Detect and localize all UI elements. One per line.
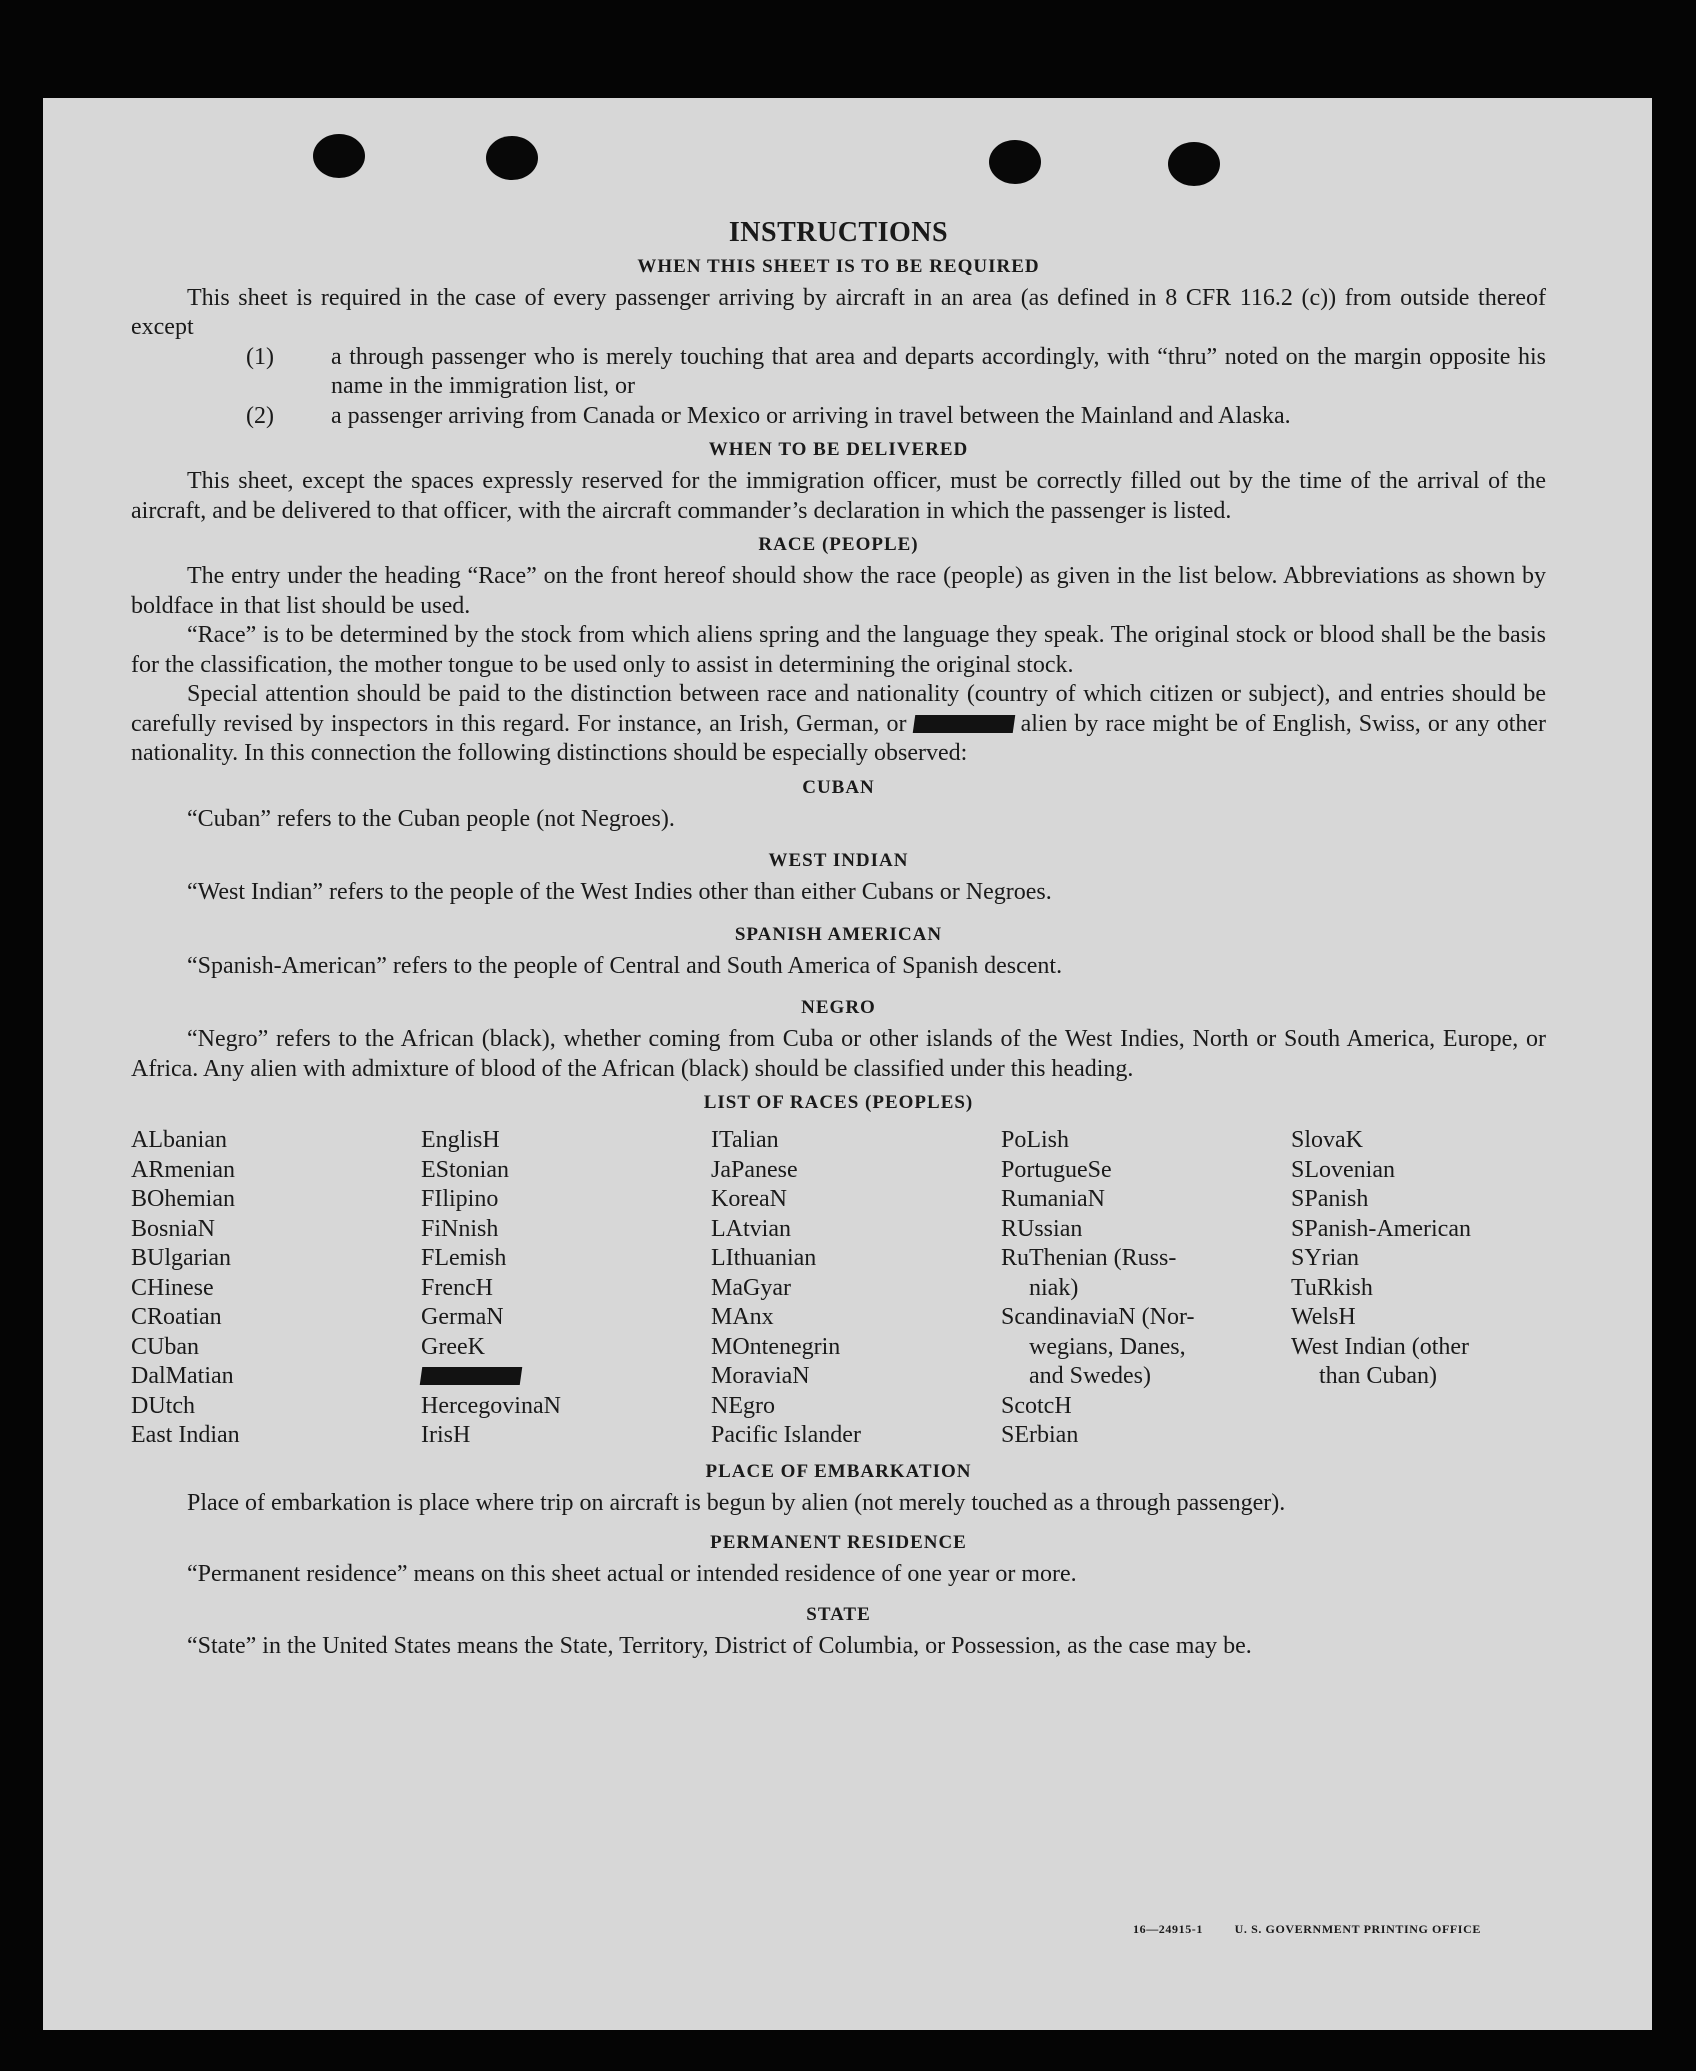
race-entry: MoraviaN <box>711 1363 810 1389</box>
state-text: “State” in the United States means the State, Territory, District of Columbia, or Possession, as the case may be. <box>187 1632 1252 1659</box>
race-entry: RumaniaN <box>1001 1186 1105 1212</box>
race-entry: GermaN <box>421 1304 504 1330</box>
exception-text: a passenger arriving from Canada or Mexico or arriving in travel between the Mainland and Alaska. <box>331 402 1291 429</box>
section-heading-delivered: WHEN TO BE DELIVERED <box>708 439 969 460</box>
race-entry: RuThenian (Russ- <box>1001 1245 1177 1271</box>
punch-hole <box>486 136 538 180</box>
section-heading-west-indian: WEST INDIAN <box>768 850 909 871</box>
race-entry: SYrian <box>1291 1245 1359 1271</box>
punch-hole <box>989 140 1041 184</box>
race-entry: WelsH <box>1291 1304 1356 1330</box>
punch-hole <box>1168 142 1220 186</box>
race-entry: CRoatian <box>131 1304 222 1330</box>
race-entry-continued: and Swedes) <box>1029 1363 1151 1389</box>
race-entry: EnglisH <box>421 1127 500 1153</box>
race-paragraph-3-b: alien by race might be of English, Swiss, or any other nationality. In this connection the following distinctions should be especially observed: <box>131 710 1547 766</box>
print-imprint <box>1133 1922 1481 1937</box>
document-sheet <box>43 98 1652 2030</box>
race-entry: IrisH <box>421 1422 471 1448</box>
race-entry-redacted <box>421 1362 661 1392</box>
section-heading-races-list: LIST OF RACES (PEOPLES) <box>703 1092 974 1113</box>
race-entry: KoreaN <box>711 1186 787 1212</box>
race-entry: West Indian (other <box>1291 1333 1470 1360</box>
race-entry: TuRkish <box>1291 1274 1373 1301</box>
section-heading-residence: PERMANENT RESIDENCE <box>710 1532 967 1553</box>
redaction-mark <box>912 715 1015 733</box>
section-heading-negro: NEGRO <box>801 997 876 1018</box>
race-entry: FiNnish <box>421 1215 499 1242</box>
race-entry: MAnx <box>711 1304 774 1330</box>
race-entry: SPanish-American <box>1291 1215 1471 1242</box>
race-paragraph-2: “Race” is to be determined by the stock from which aliens spring and the language they speak. The original stock or blood shall be the basis for the classification, the mother tongue to be used only to assist in determining the original stock. <box>131 622 1546 678</box>
race-entry: MaGyar <box>711 1274 791 1301</box>
race-entry-continued: wegians, Danes, <box>1029 1333 1186 1360</box>
race-entry: EStonian <box>421 1156 509 1183</box>
races-column-1 <box>131 1126 371 1451</box>
form-number: 16—24915-1 <box>1133 1922 1203 1936</box>
race-entry: PoLish <box>1001 1127 1070 1153</box>
punch-hole <box>313 134 365 178</box>
exception-item-1 <box>131 343 1546 402</box>
race-entry: SErbian <box>1001 1422 1079 1448</box>
race-entry: RUssian <box>1001 1215 1083 1242</box>
race-entry: NEgro <box>711 1392 775 1419</box>
race-paragraph-1: The entry under the heading “Race” on the front hereof should show the race (people) as given in the list below. Abbreviations as shown by boldface in that list should be used. <box>131 563 1546 619</box>
section-heading-required: WHEN THIS SHEET IS TO BE REQUIRED <box>637 255 1040 277</box>
race-paragraph-3-a: Special attention should be paid to the distinction between race and nationality (country of which citizen or subject), and entries should be carefully revised by inspectors in this regard. For instance, an Irish, German, or <box>131 681 1546 737</box>
race-entry: FLemish <box>421 1245 507 1271</box>
races-column-4 <box>1001 1126 1241 1451</box>
races-column-3 <box>711 1126 951 1451</box>
race-entry: FrencH <box>421 1274 493 1301</box>
race-entry: BosniaN <box>131 1215 215 1242</box>
race-entry: HercegovinaN <box>421 1392 561 1419</box>
races-column-5 <box>1291 1126 1546 1451</box>
race-entry-continued: niak) <box>1029 1274 1079 1301</box>
section-heading-spanish-american: SPANISH AMERICAN <box>734 923 943 945</box>
race-entry: DalMatian <box>131 1363 234 1389</box>
race-entry: ScandinaviaN (Nor- <box>1001 1304 1195 1330</box>
race-entry: ALbanian <box>131 1127 227 1153</box>
race-entry: MOntenegrin <box>711 1333 841 1360</box>
section-heading-state: STATE <box>806 1603 871 1625</box>
cuban-text: “Cuban” refers to the Cuban people (not Negroes). <box>187 805 675 832</box>
race-entry: CUban <box>131 1333 199 1360</box>
race-entry: JaPanese <box>711 1156 798 1183</box>
race-entry: DUtch <box>131 1392 195 1419</box>
required-intro: This sheet is required in the case of every passenger arriving by aircraft in an area (as defined in 8 CFR 116.2 (c)) from outside thereof except <box>131 284 1546 340</box>
section-heading-embarkation: PLACE OF EMBARKATION <box>705 1460 972 1482</box>
race-entry: SLovenian <box>1291 1156 1395 1183</box>
races-list <box>131 1126 1546 1451</box>
race-entry: ScotcH <box>1001 1392 1072 1419</box>
race-entry-continued: than Cuban) <box>1319 1363 1437 1389</box>
negro-text: “Negro” refers to the African (black), whether coming from Cuba or other islands of the West Indies, North or South America, Europe, or Africa. Any alien with admixture of blood of the African (black) should be classified under this heading. <box>131 1026 1546 1082</box>
race-entry: LIthuanian <box>711 1245 817 1271</box>
race-entry: ITalian <box>711 1127 779 1153</box>
race-entry: Pacific Islander <box>711 1422 861 1448</box>
race-entry: SPanish <box>1291 1186 1369 1212</box>
races-column-2 <box>421 1126 661 1451</box>
race-paragraph-3 <box>131 680 1546 769</box>
race-entry: ARmenian <box>131 1156 235 1183</box>
instructions-content <box>131 218 1546 1661</box>
race-entry: CHinese <box>131 1274 214 1301</box>
race-entry: East Indian <box>131 1422 240 1448</box>
page-title: INSTRUCTIONS <box>728 217 949 248</box>
section-heading-cuban: CUBAN <box>802 776 875 798</box>
exception-text: a through passenger who is merely touching that area and departs accordingly, with “thru” noted on the margin opposite his name in the immigration list, or <box>331 343 1546 399</box>
redaction-mark <box>420 1367 523 1385</box>
spanish-american-text: “Spanish-American” refers to the people of Central and South America of Spanish descent. <box>187 952 1063 979</box>
race-entry: BUlgarian <box>131 1245 231 1271</box>
west-indian-text: “West Indian” refers to the people of the West Indies other than either Cubans or Negroes. <box>187 879 1052 905</box>
embarkation-text: Place of embarkation is place where trip on aircraft is begun by alien (not merely touched as a through passenger). <box>187 1489 1286 1516</box>
race-entry: BOhemian <box>131 1186 235 1212</box>
residence-text: “Permanent residence” means on this sheet actual or intended residence of one year or more. <box>187 1561 1077 1587</box>
exception-number: (1) <box>246 343 274 370</box>
section-heading-race: RACE (PEOPLE) <box>758 534 919 555</box>
race-entry: LAtvian <box>711 1215 791 1242</box>
delivered-text: This sheet, except the spaces expressly reserved for the immigration officer, must be correctly filled out by the time of the arrival of the aircraft, and be delivered to that officer, with the aircraft commander’s declaration in which the passenger is listed. <box>131 468 1546 524</box>
race-entry: PortugueSe <box>1001 1156 1112 1183</box>
exception-number: (2) <box>246 402 274 429</box>
exception-item-2 <box>131 402 1546 432</box>
race-entry: FIlipino <box>421 1186 499 1212</box>
printer-name: U. S. GOVERNMENT PRINTING OFFICE <box>1234 1922 1481 1936</box>
race-entry: SlovaK <box>1291 1127 1363 1153</box>
race-entry: GreeK <box>421 1333 485 1360</box>
